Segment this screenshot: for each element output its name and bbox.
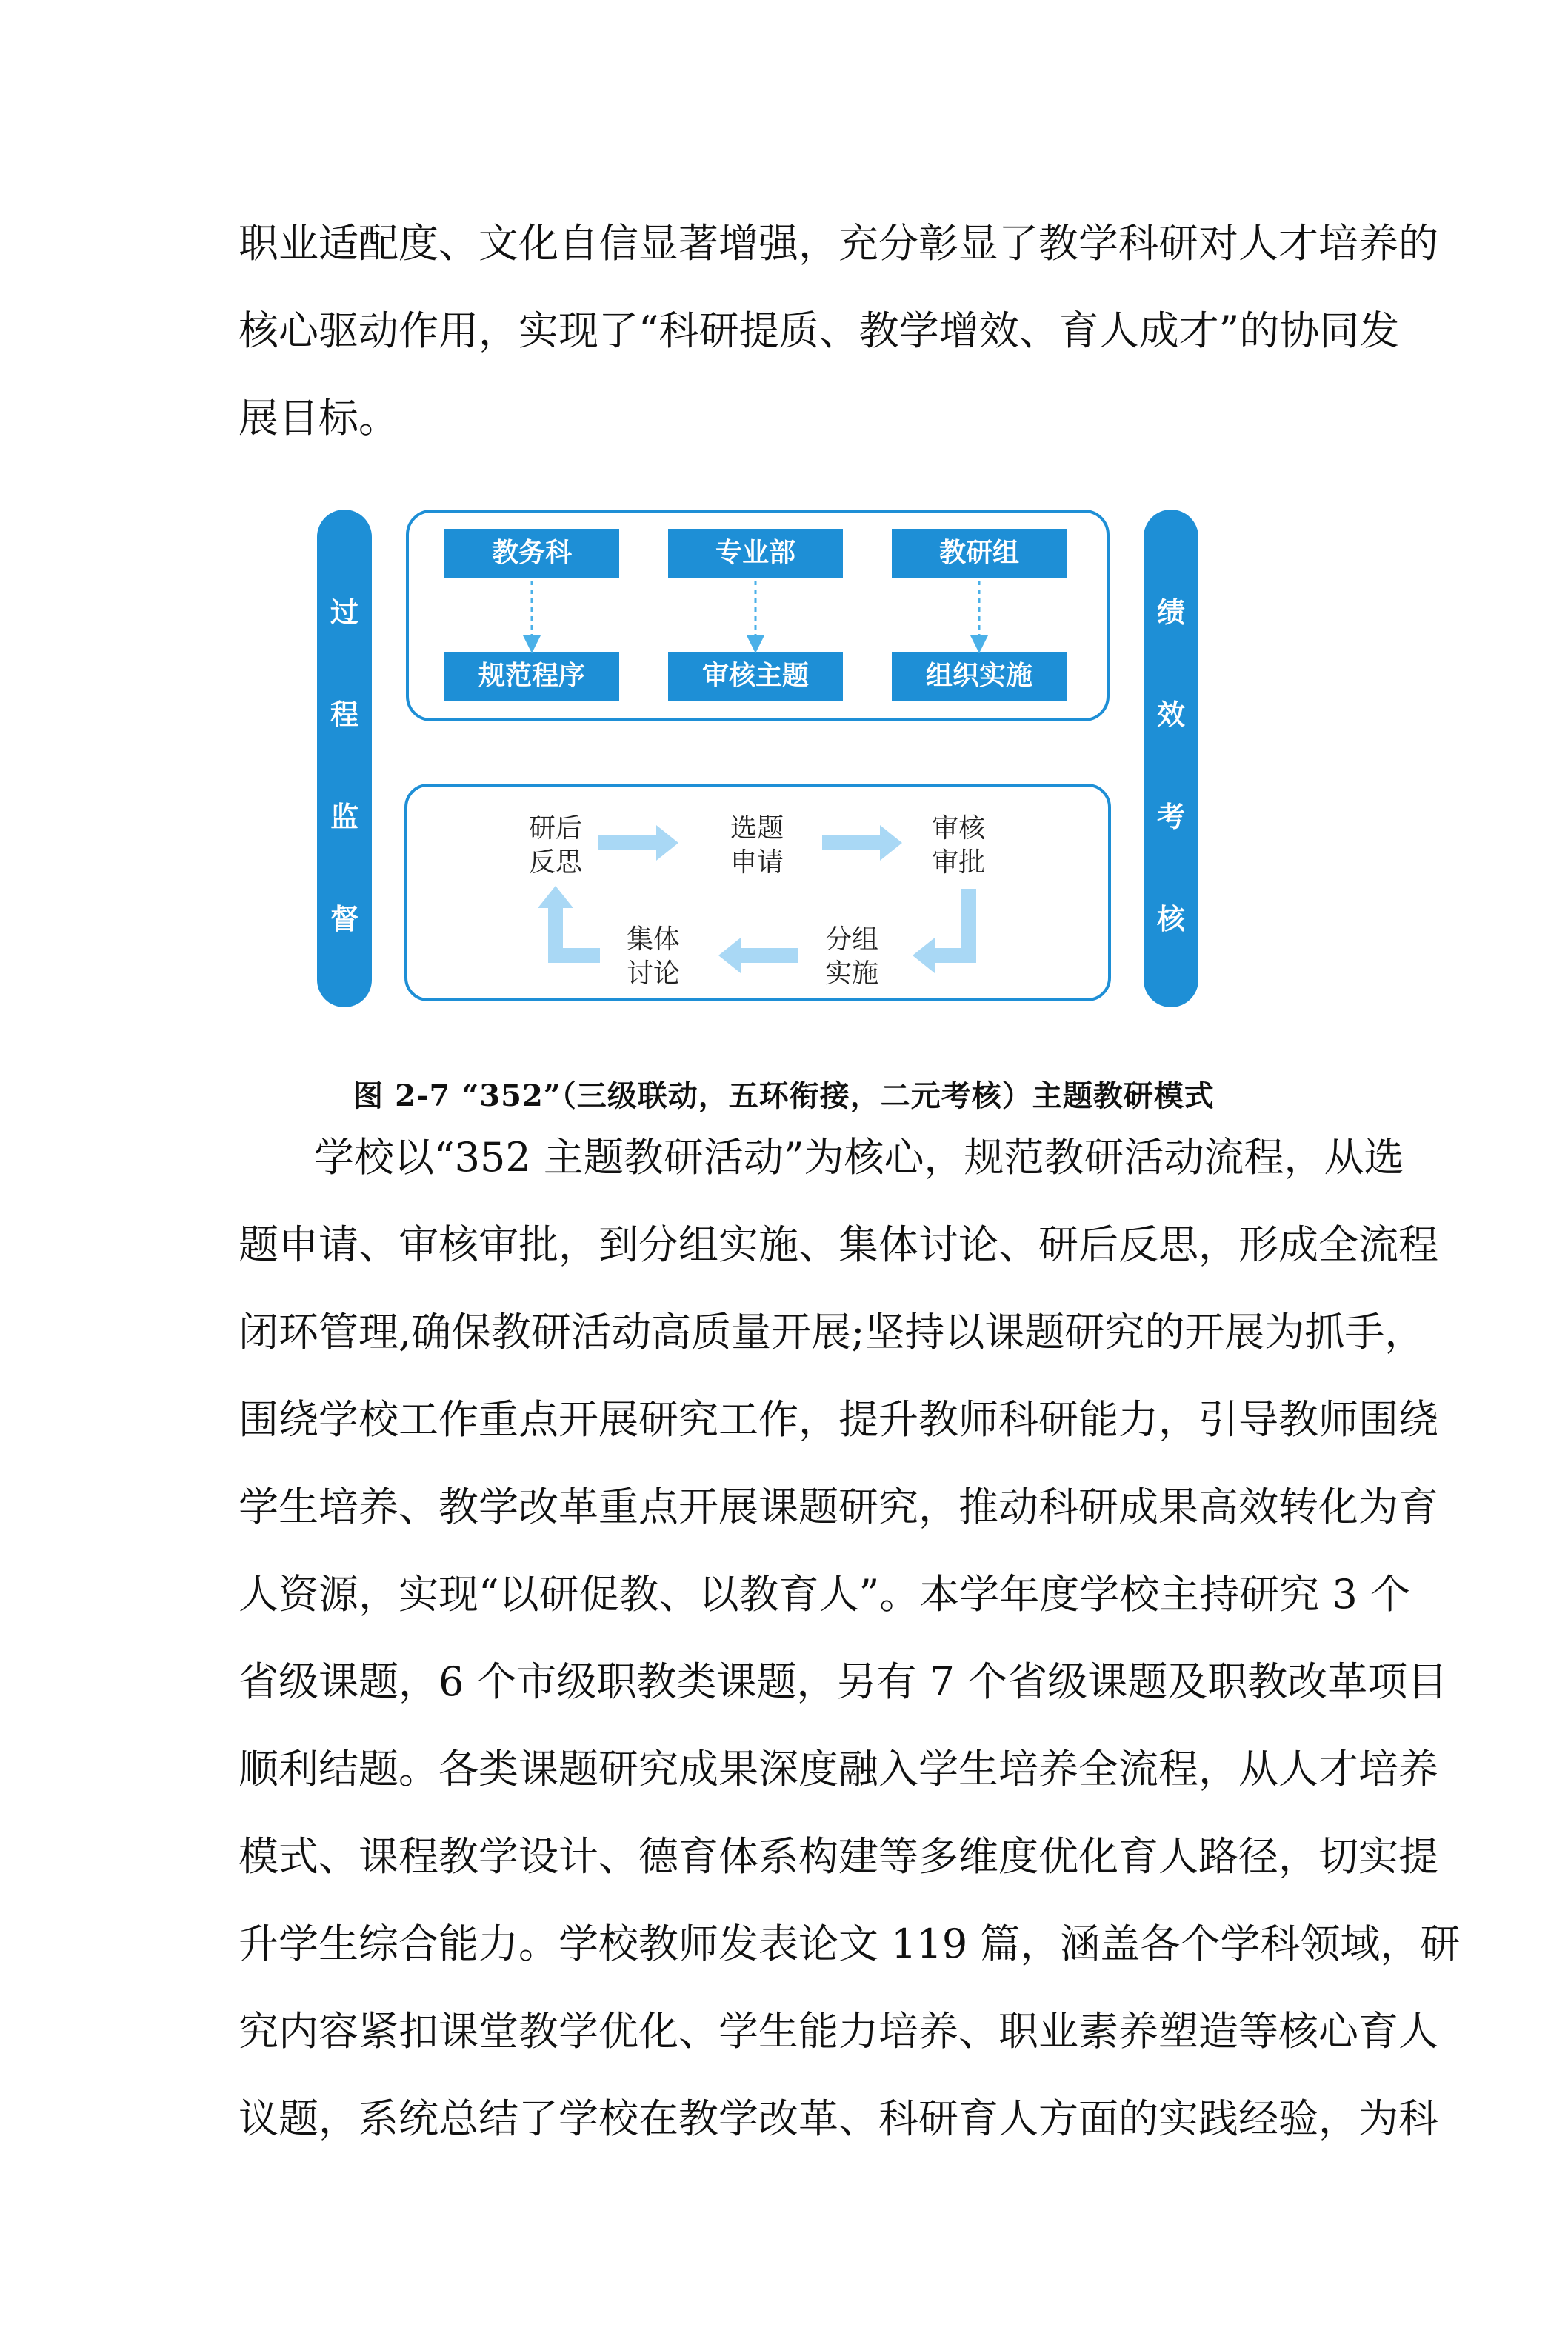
text-line: 学生培养、教学改革重点开展课题研究，推动科研成果高效转化为育 [238,1484,1438,1530]
step-apply [705,812,809,880]
flow-arrow-right [822,825,902,861]
text-line: 闭环管理,确保教研活动高质量开展;坚持以课题研究的开展为抓手， [238,1309,1425,1355]
duty-box: 审核主题 [668,652,843,701]
text-line: 究内容紧扣课堂教学优化、学生能力培养、职业素养塑造等核心育人 [238,2008,1438,2055]
step-label: 研后 [528,813,582,844]
flow-arrow-left [718,938,798,973]
body-paragraph [238,1114,1461,2163]
step-label: 审核 [931,813,985,844]
pillar-char: 考 [1156,801,1185,833]
text-line: 顺利结题。各类课题研究成果深度融入学生培养全流程，从人才培养 [238,1746,1438,1792]
pillar-char: 程 [330,698,358,731]
diagram-connectors [0,0,1568,1037]
text-line: 展目标。 [238,395,398,441]
duty-box: 组织实施 [892,652,1067,701]
pillar-char: 督 [330,903,358,935]
step-reflect [504,812,607,880]
flow-arrow-right [598,825,678,861]
pillar-char: 效 [1156,698,1185,731]
step-label: 审批 [931,847,985,878]
text-line: 学校以“352 主题教研活动”为核心，规范教研活动流程，从选 [314,1134,1404,1181]
pillar-char: 过 [330,596,358,629]
step-label: 申请 [730,847,784,878]
step-label: 反思 [528,847,582,878]
text-line: 议题，系统总结了学校在教学改革、科研育人方面的实践经验，为科 [238,2095,1438,2142]
pillar-char: 核 [1156,903,1185,935]
text-line: 人资源，实现“以研促教、以教育人”。本学年度学校主持研究 3 个 [238,1571,1410,1618]
duty-box: 规范程序 [444,652,619,701]
text-line: 省级课题，6 个市级职教类课题，另有 7 个省级课题及职教改革项目 [238,1658,1448,1705]
text-line: 升学生综合能力。学校教师发表论文 119 篇，涵盖各个学科领域，研 [238,1921,1461,1967]
step-label: 实施 [824,958,878,989]
teaching-research-model-diagram [0,0,1568,1037]
step-label: 讨论 [626,958,680,989]
text-line: 题申请、审核审批，到分组实施、集体讨论、研后反思，形成全流程 [238,1221,1438,1268]
step-label: 集体 [626,924,680,955]
flow-arrow-left-up [538,886,600,963]
step-implement [800,923,904,991]
text-line: 核心驱动作用，实现了“科研提质、教学增效、育人成才”的协同发 [238,307,1400,354]
text-line: 职业适配度、文化自信显著增强，充分彰显了教学科研对人才培养的 [238,220,1438,267]
department-box: 专业部 [668,529,843,578]
figure-caption: 图 2-7 “352”（三级联动，五环衔接，二元考核）主题教研模式 [353,1078,1215,1113]
flow-arrow-down-left [913,889,976,973]
step-discuss [601,923,705,991]
department-box: 教研组 [892,529,1067,578]
text-line: 模式、课程教学设计、德育体系构建等多维度优化育人路径，切实提 [238,1833,1438,1880]
text-line: 围绕学校工作重点开展研究工作，提升教师科研能力，引导教师围绕 [238,1396,1438,1443]
pillar-char: 监 [330,801,358,833]
pillar-char: 绩 [1156,596,1185,629]
step-approve [907,812,1010,880]
step-label: 分组 [824,924,878,955]
step-label: 选题 [730,813,784,844]
department-box: 教务科 [444,529,619,578]
